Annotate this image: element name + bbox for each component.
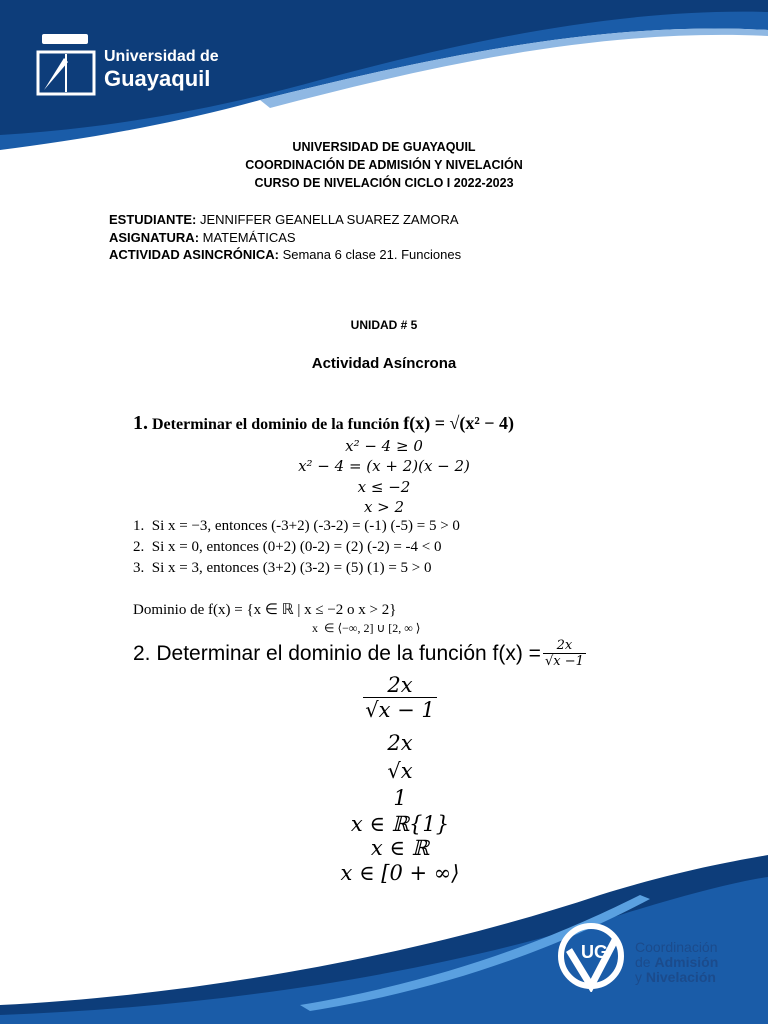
q2-step-1: 2x [387, 731, 413, 755]
subject-value: MATEMÁTICAS [199, 230, 296, 245]
unit-title: UNIDAD # 5 [350, 318, 418, 332]
header-line3: CURSO DE NIVELACIÓN CICLO I 2022-2023 [254, 176, 514, 190]
q2-inline-fraction [543, 638, 586, 669]
q2-inline-den: √x −1 [544, 654, 584, 669]
coord-line3b: Nivelación [645, 969, 716, 985]
subject-label: ASIGNATURA: [109, 230, 200, 245]
q1-step-2: x² − 4 = (x + 2)(x − 2) [298, 457, 470, 475]
q1-interval: x ∈ ⟨−∞, 2] ∪ [2, ∞ ⟩ [312, 621, 421, 635]
q1-step-3: x ≤ −2 [357, 478, 411, 496]
coord-line2b: Admisión [654, 954, 719, 970]
q2-inline-num: 2x [556, 638, 573, 653]
q2-step-2: √x [387, 759, 413, 783]
q2-big-fraction-wrap [0, 673, 768, 722]
header-line2: COORDINACIÓN DE ADMISIÓN Y NIVELACIÓN [245, 158, 523, 172]
q2-step-3: 1 [393, 786, 407, 810]
student-row [109, 212, 459, 227]
q1-domain: Dominio de f(x) = {x ∈ ℝ | x ≤ −2 o x > 2} [133, 602, 397, 618]
logo-line1: Universidad de [104, 48, 219, 65]
coord-line1: Coordinación [635, 939, 718, 955]
q2-step-6: x ∈ [0 + ∞⟩ [340, 861, 460, 885]
q2-big-fraction [363, 673, 437, 722]
q2-big-den: √x − 1 [365, 698, 435, 722]
q1-check-2: 2. Si x = 0, entonces (0+2) (0-2) = (2) (-2) = -4 < 0 [133, 539, 442, 555]
q1-step-1: x² − 4 ≥ 0 [345, 437, 423, 455]
q2-title: 2. Determinar el dominio de la función f(x) = [133, 641, 541, 665]
university-logo [34, 30, 224, 100]
q2-heading [133, 638, 586, 669]
q2-big-num: 2x [387, 673, 413, 697]
student-value: JENNIFFER GEANELLA SUAREZ ZAMORA [196, 212, 459, 227]
activity-value: Semana 6 clase 21. Funciones [278, 247, 462, 262]
q2-step-5: x ∈ ℝ [370, 836, 430, 860]
coord-line2a: de [635, 954, 655, 970]
ug-badge-icon [555, 920, 627, 992]
header-line1: UNIVERSIDAD DE GUAYAQUIL [292, 140, 476, 154]
activity-subtitle: Actividad Asíncrona [311, 355, 457, 372]
activity-row [109, 247, 461, 262]
coordination-text [635, 940, 718, 985]
q1-text: Determinar el dominio de la función [152, 416, 400, 433]
book-feather-icon [34, 34, 100, 98]
coord-line3a: y [635, 969, 646, 985]
q1-function: f(x) = √(x² − 4) [403, 413, 515, 433]
badge-text: UG [581, 942, 608, 962]
q1-check-1: 1. Si x = −3, entonces (-3+2) (-3-2) = (-1) (-5) = 5 > 0 [133, 518, 460, 534]
activity-label: ACTIVIDAD ASINCRÓNICA: [109, 247, 279, 262]
q1-check-3: 3. Si x = 3, entonces (3+2) (3-2) = (5) (1) = 5 > 0 [133, 560, 432, 576]
q1-step-4: x > 2 [363, 498, 405, 516]
subject-row [109, 230, 296, 245]
q1-heading [133, 412, 514, 435]
coordination-logo [555, 918, 755, 998]
q1-number: 1. [133, 412, 148, 434]
student-label: ESTUDIANTE: [109, 212, 197, 227]
q2-step-4: x ∈ ℝ{1} [350, 812, 450, 836]
logo-line2: Guayaquil [104, 66, 211, 91]
